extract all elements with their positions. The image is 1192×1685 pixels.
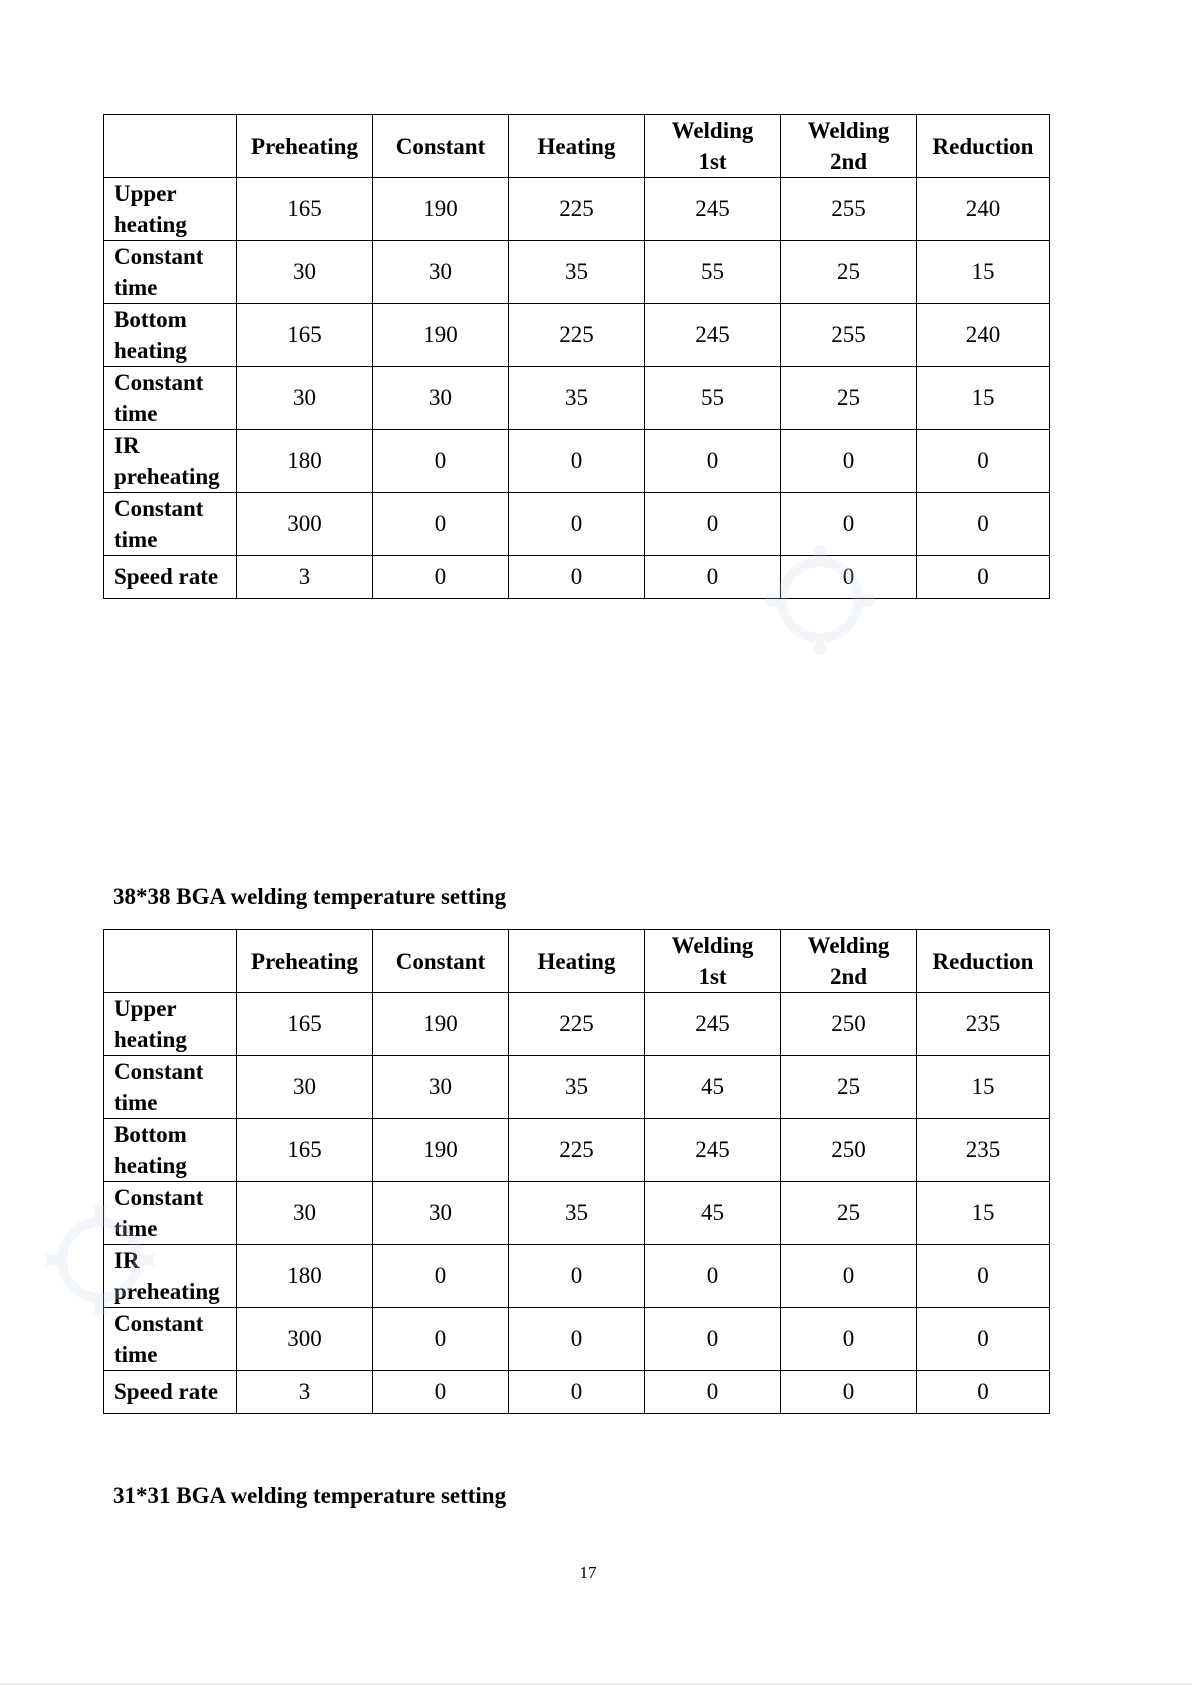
row-label: Constant time bbox=[104, 1056, 237, 1119]
value-cell: 0 bbox=[373, 556, 509, 599]
value-cell: 240 bbox=[917, 304, 1050, 367]
header-cell: Constant bbox=[373, 115, 509, 178]
value-cell: 25 bbox=[781, 367, 917, 430]
value-cell: 0 bbox=[645, 1308, 781, 1371]
value-cell: 55 bbox=[645, 241, 781, 304]
table-row bbox=[104, 178, 1050, 241]
header-corner-cell bbox=[104, 930, 237, 993]
value-cell: 225 bbox=[509, 993, 645, 1056]
value-cell: 0 bbox=[781, 430, 917, 493]
value-cell: 25 bbox=[781, 1056, 917, 1119]
row-label: Constant time bbox=[104, 241, 237, 304]
header-cell: Reduction bbox=[917, 115, 1050, 178]
header-cell: Preheating bbox=[237, 115, 373, 178]
header-corner-cell bbox=[104, 115, 237, 178]
value-cell: 30 bbox=[373, 241, 509, 304]
value-cell: 0 bbox=[373, 493, 509, 556]
value-cell: 55 bbox=[645, 367, 781, 430]
table-row bbox=[104, 1308, 1050, 1371]
value-cell: 180 bbox=[237, 1245, 373, 1308]
value-cell: 0 bbox=[645, 1245, 781, 1308]
value-cell: 0 bbox=[781, 1245, 917, 1308]
header-cell: Reduction bbox=[917, 930, 1050, 993]
header-cell: Welding 1st bbox=[645, 930, 781, 993]
table-row bbox=[104, 1182, 1050, 1245]
temperature-table-2 bbox=[103, 929, 1050, 1414]
value-cell: 250 bbox=[781, 1119, 917, 1182]
value-cell: 30 bbox=[237, 1182, 373, 1245]
header-cell: Heating bbox=[509, 930, 645, 993]
header-cell: Welding 2nd bbox=[781, 115, 917, 178]
row-label: Constant time bbox=[104, 1308, 237, 1371]
value-cell: 45 bbox=[645, 1056, 781, 1119]
section-heading-31x31: 31*31 BGA welding temperature setting bbox=[113, 1483, 507, 1508]
table-header-row bbox=[104, 930, 1050, 993]
value-cell: 0 bbox=[917, 1245, 1050, 1308]
value-cell: 15 bbox=[917, 241, 1050, 304]
row-label: Bottom heating bbox=[104, 1119, 237, 1182]
value-cell: 15 bbox=[917, 1182, 1050, 1245]
value-cell: 0 bbox=[781, 1371, 917, 1414]
header-cell: Welding 2nd bbox=[781, 930, 917, 993]
value-cell: 235 bbox=[917, 1119, 1050, 1182]
value-cell: 190 bbox=[373, 993, 509, 1056]
value-cell: 190 bbox=[373, 1119, 509, 1182]
value-cell: 30 bbox=[237, 1056, 373, 1119]
value-cell: 0 bbox=[917, 556, 1050, 599]
value-cell: 165 bbox=[237, 1119, 373, 1182]
value-cell: 25 bbox=[781, 241, 917, 304]
value-cell: 245 bbox=[645, 178, 781, 241]
value-cell: 25 bbox=[781, 1182, 917, 1245]
table-row bbox=[104, 1056, 1050, 1119]
value-cell: 190 bbox=[373, 304, 509, 367]
value-cell: 255 bbox=[781, 304, 917, 367]
value-cell: 165 bbox=[237, 304, 373, 367]
header-cell: Constant bbox=[373, 930, 509, 993]
value-cell: 0 bbox=[781, 1308, 917, 1371]
value-cell: 35 bbox=[509, 1182, 645, 1245]
value-cell: 0 bbox=[917, 430, 1050, 493]
value-cell: 0 bbox=[645, 430, 781, 493]
value-cell: 15 bbox=[917, 1056, 1050, 1119]
row-label: IR preheating bbox=[104, 430, 237, 493]
value-cell: 30 bbox=[237, 367, 373, 430]
value-cell: 0 bbox=[645, 556, 781, 599]
value-cell: 0 bbox=[917, 1371, 1050, 1414]
value-cell: 3 bbox=[237, 556, 373, 599]
value-cell: 255 bbox=[781, 178, 917, 241]
value-cell: 225 bbox=[509, 1119, 645, 1182]
value-cell: 0 bbox=[509, 493, 645, 556]
header-cell: Welding 1st bbox=[645, 115, 781, 178]
temperature-table-1 bbox=[103, 114, 1050, 599]
value-cell: 235 bbox=[917, 993, 1050, 1056]
row-label: Speed rate bbox=[104, 556, 237, 599]
table-row bbox=[104, 556, 1050, 599]
value-cell: 0 bbox=[509, 1245, 645, 1308]
value-cell: 0 bbox=[509, 1308, 645, 1371]
table-row bbox=[104, 241, 1050, 304]
table-row bbox=[104, 1245, 1050, 1308]
value-cell: 0 bbox=[917, 493, 1050, 556]
value-cell: 15 bbox=[917, 367, 1050, 430]
value-cell: 240 bbox=[917, 178, 1050, 241]
value-cell: 300 bbox=[237, 1308, 373, 1371]
value-cell: 35 bbox=[509, 241, 645, 304]
value-cell: 245 bbox=[645, 993, 781, 1056]
value-cell: 180 bbox=[237, 430, 373, 493]
table-row bbox=[104, 993, 1050, 1056]
header-cell: Preheating bbox=[237, 930, 373, 993]
table-row bbox=[104, 493, 1050, 556]
value-cell: 225 bbox=[509, 304, 645, 367]
table-row bbox=[104, 304, 1050, 367]
value-cell: 0 bbox=[509, 1371, 645, 1414]
row-label: IR preheating bbox=[104, 1245, 237, 1308]
row-label: Upper heating bbox=[104, 993, 237, 1056]
value-cell: 0 bbox=[373, 430, 509, 493]
value-cell: 30 bbox=[373, 367, 509, 430]
value-cell: 0 bbox=[373, 1308, 509, 1371]
table-row bbox=[104, 430, 1050, 493]
value-cell: 245 bbox=[645, 304, 781, 367]
table-row bbox=[104, 367, 1050, 430]
value-cell: 0 bbox=[373, 1371, 509, 1414]
value-cell: 0 bbox=[645, 1371, 781, 1414]
value-cell: 45 bbox=[645, 1182, 781, 1245]
row-label: Constant time bbox=[104, 1182, 237, 1245]
value-cell: 250 bbox=[781, 993, 917, 1056]
row-label: Upper heating bbox=[104, 178, 237, 241]
value-cell: 0 bbox=[509, 556, 645, 599]
value-cell: 35 bbox=[509, 367, 645, 430]
value-cell: 165 bbox=[237, 993, 373, 1056]
value-cell: 300 bbox=[237, 493, 373, 556]
table-row bbox=[104, 1119, 1050, 1182]
table-header-row bbox=[104, 115, 1050, 178]
value-cell: 225 bbox=[509, 178, 645, 241]
value-cell: 190 bbox=[373, 178, 509, 241]
row-label: Bottom heating bbox=[104, 304, 237, 367]
value-cell: 3 bbox=[237, 1371, 373, 1414]
value-cell: 0 bbox=[917, 1308, 1050, 1371]
row-label: Constant time bbox=[104, 493, 237, 556]
value-cell: 35 bbox=[509, 1056, 645, 1119]
value-cell: 0 bbox=[781, 493, 917, 556]
value-cell: 165 bbox=[237, 178, 373, 241]
header-cell: Heating bbox=[509, 115, 645, 178]
value-cell: 30 bbox=[237, 241, 373, 304]
value-cell: 0 bbox=[509, 430, 645, 493]
value-cell: 0 bbox=[645, 493, 781, 556]
value-cell: 30 bbox=[373, 1182, 509, 1245]
section-heading-38x38: 38*38 BGA welding temperature setting bbox=[113, 884, 507, 909]
value-cell: 0 bbox=[781, 556, 917, 599]
value-cell: 0 bbox=[373, 1245, 509, 1308]
value-cell: 30 bbox=[373, 1056, 509, 1119]
table-row bbox=[104, 1371, 1050, 1414]
value-cell: 245 bbox=[645, 1119, 781, 1182]
row-label: Constant time bbox=[104, 367, 237, 430]
row-label: Speed rate bbox=[104, 1371, 237, 1414]
page-number: 17 bbox=[579, 1563, 597, 1582]
